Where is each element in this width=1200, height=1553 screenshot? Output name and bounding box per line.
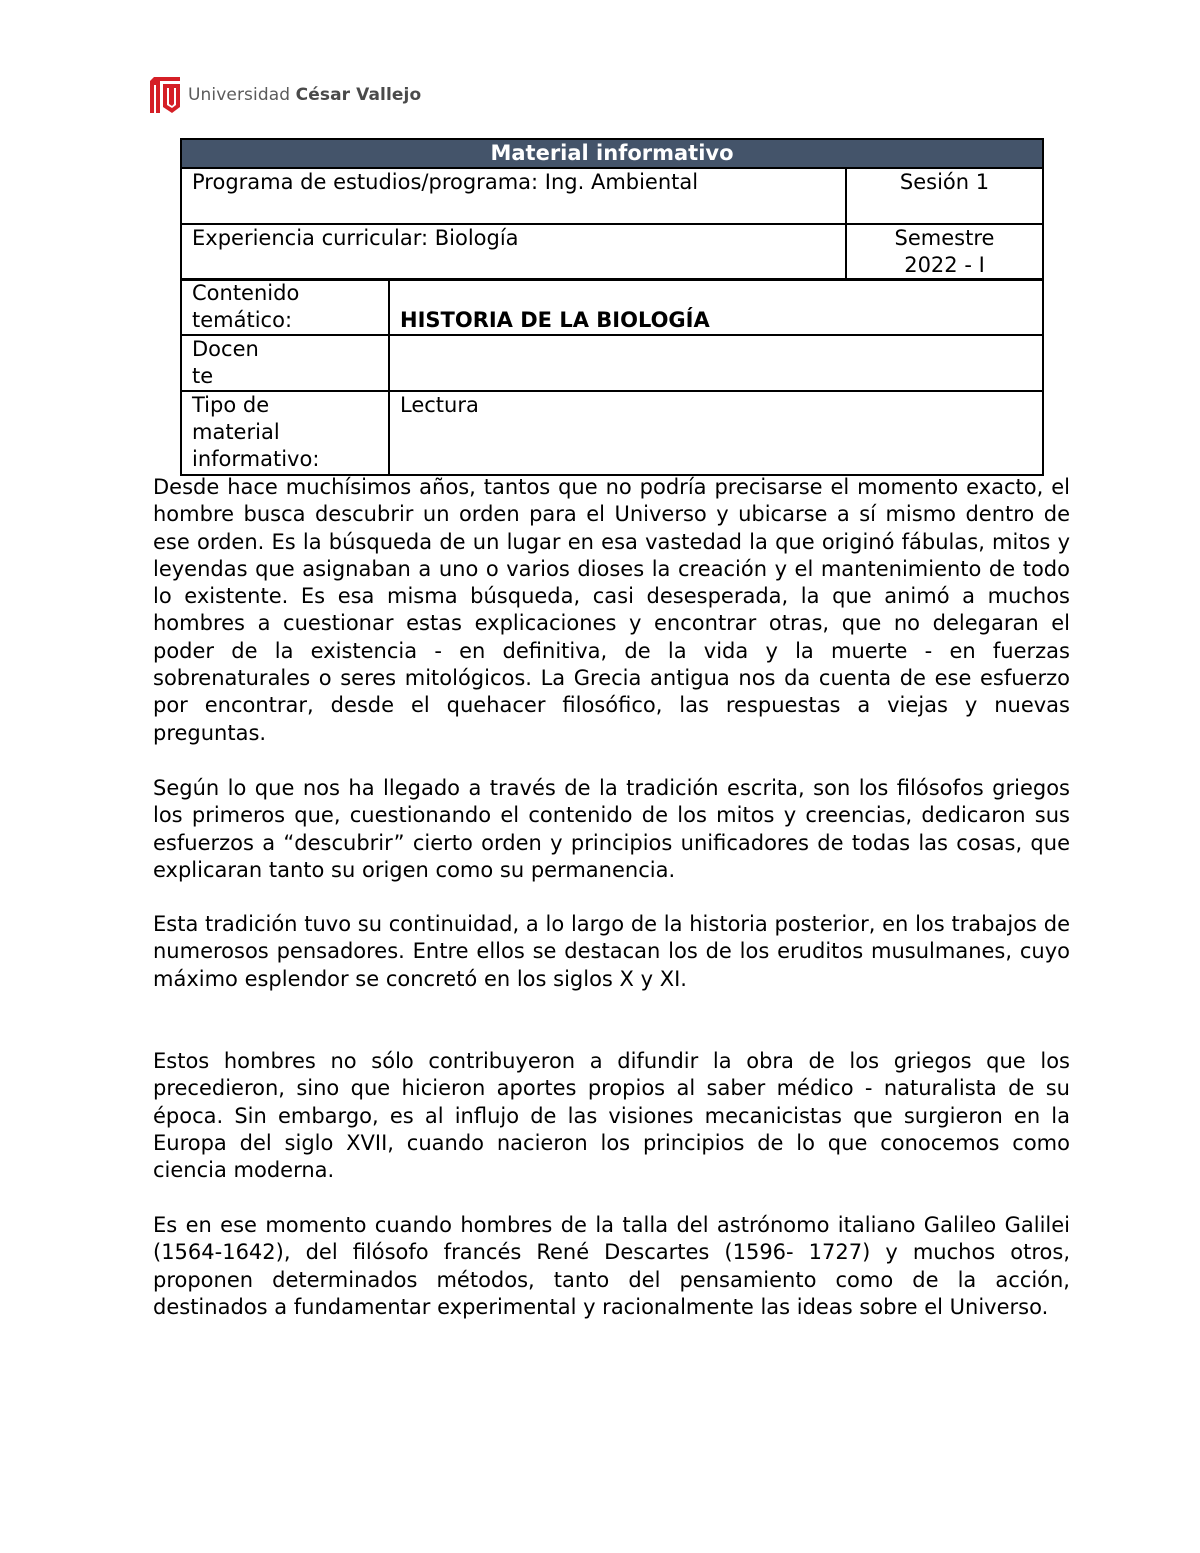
university-name: Universidad César Vallejo — [188, 85, 422, 105]
topic-value: HISTORIA DE LA BIOLOGÍA — [389, 279, 1043, 335]
table-title: Material informativo — [181, 139, 1043, 168]
teacher-label: Docen te — [181, 335, 389, 391]
semester-label: Semestre — [894, 226, 995, 250]
paragraph-1: Desde hace muchísimos años, tantos que no podría precisarse el momento exacto, el hombre busca descubrir un orden para el Universo y ubicarse a sí mismo dentro de ese orden. Es la búsqueda de un lugar en esa vastedad la que originó fábulas, mitos y leyendas que asignaban a uno o varios dioses la creación y el mantenimiento de todo lo existente. Es esa misma búsqueda, casi desesperada, la que animó a muchos hombres a cuestionar estas explicaciones y encontrar otras, que no delegaran el poder de la existencia - en definitiva, de la vida y la muerte - en fuerzas sobrenaturales o seres mitológicos. La Grecia antigua nos da cuenta de ese esfuerzo por encontrar, desde el quehacer filosófico, las respuestas a viejas y nuevas preguntas. — [153, 475, 1070, 745]
paragraph-2: Según lo que nos ha llegado a través de la tradición escrita, son los filósofos griegos los primeros que, cuestionando el contenido de los mitos y creencias, dedicaron sus esfuerzos a “descubrir” cierto orden y principios unificadores de todas las cosas, que explicaran tanto su origen como su permanencia. — [153, 776, 1070, 882]
info-table — [180, 138, 1044, 281]
session-cell: Sesión 1 — [846, 168, 1043, 224]
ucv-logo-icon — [150, 77, 180, 113]
university-logo — [150, 76, 421, 114]
material-type-value: Lectura — [389, 391, 1043, 475]
paragraph-3: Esta tradición tuvo su continuidad, a lo largo de la historia posterior, en los trabajos de numerosos pensadores. Entre ellos se destacan los de los eruditos musulmanes, cuyo máximo esplendor se concretó en los siglos X y XI. — [153, 912, 1070, 991]
program-cell: Programa de estudios/programa: Ing. Ambiental — [181, 168, 846, 224]
semester-cell — [846, 224, 1043, 280]
topic-label: Contenido temático: — [181, 279, 389, 335]
semester-value: 2022 - I — [904, 253, 985, 277]
material-type-label: Tipo de material informativo: — [181, 391, 389, 475]
teacher-value — [389, 335, 1043, 391]
paragraph-5: Es en ese momento cuando hombres de la talla del astrónomo italiano Galileo Galilei (1564-1642), del filósofo francés René Descartes (1596- 1727) y muchos otros, proponen determinados métodos, tanto del pensamiento como de la acción, destinados a fundamentar experimental y racionalmente las ideas sobre el Universo. — [153, 1213, 1070, 1319]
content-table — [180, 278, 1044, 476]
paragraph-4: Estos hombres no sólo contribuyeron a difundir la obra de los griegos que los precedieron, sino que hicieron aportes propios al saber médico - naturalista de su época. Sin embargo, es al influjo de las visiones mecanicistas que surgieron en la Europa del siglo XVII, cuando nacieron los principios de lo que conocemos como ciencia moderna. — [153, 1049, 1070, 1183]
course-cell: Experiencia curricular: Biología — [181, 224, 846, 280]
